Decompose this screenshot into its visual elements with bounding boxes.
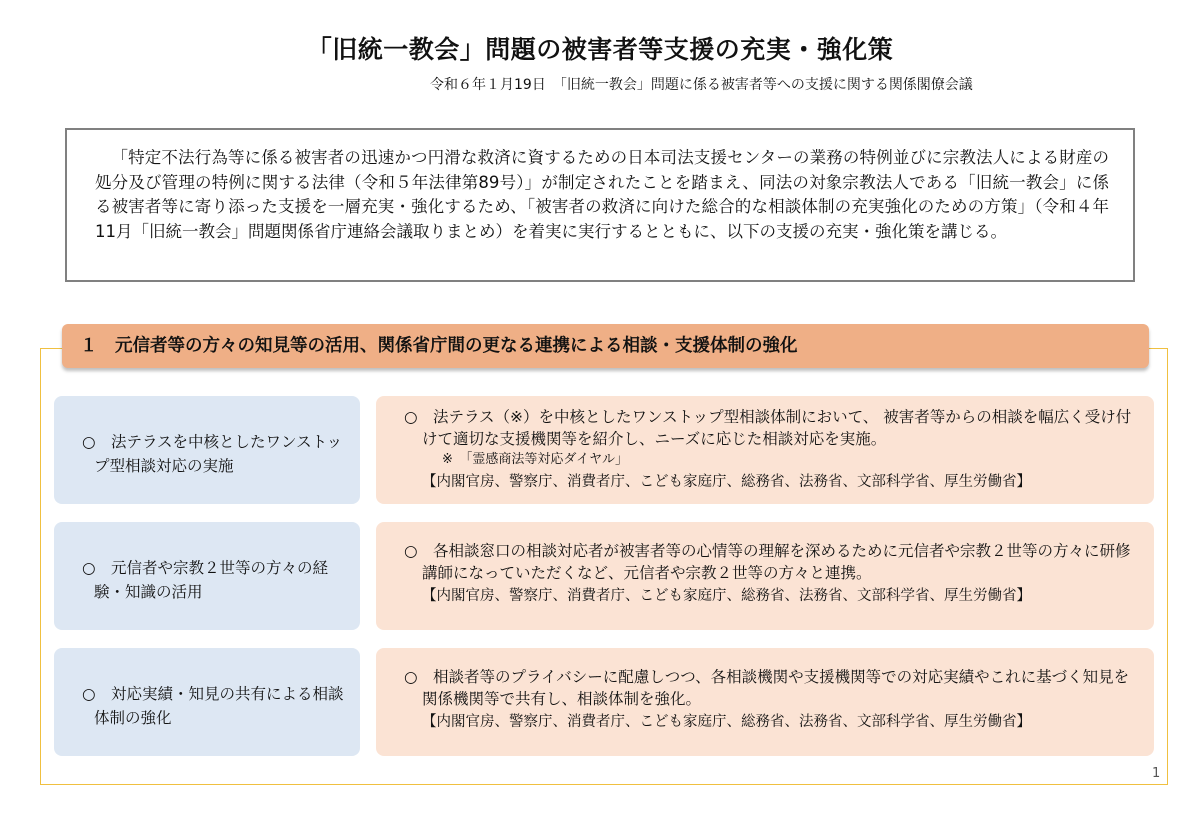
measure-detail: ○ 各相談窓口の相談対応者が被害者等の心情等の理解を深めるために元信者や宗教２世等の方々に研修講師になっていただくなど、元信者や宗教２世等の方々と連携。 — [404, 542, 1131, 582]
agencies-list: 【内閣官房、警察庁、消費者庁、こども家庭庁、総務省、法務省、文部科学省、厚生労働省】 — [422, 714, 1031, 730]
measure-detail: ○ 相談者等のプライバシーに配慮しつつ、各相談機関や支援機関等での対応実績やこれに基づく知見を関係機関等で共有し、相談体制を強化。 — [404, 668, 1130, 708]
section-header: １ 元信者等の方々の知見等の活用、関係省庁間の更なる連携による相談・支援体制の強化 — [62, 324, 1149, 368]
measure-detail-box — [376, 648, 1154, 756]
measure-label: ○ 法テラスを中核としたワンストップ型相談対応の実施 — [82, 433, 343, 475]
measure-label-box — [54, 396, 360, 504]
measure-label: ○ 元信者や宗教２世等の方々の経験・知識の活用 — [82, 559, 329, 601]
measure-label-box — [54, 648, 360, 756]
measure-label: ○ 対応実績・知見の共有による相談体制の強化 — [82, 685, 344, 727]
page-title: 「旧統一教会」問題の被害者等支援の充実・強化策 — [306, 35, 894, 64]
agencies-list: 【内閣官房、警察庁、消費者庁、こども家庭庁、総務省、法務省、文部科学省、厚生労働省】 — [422, 474, 1031, 490]
measure-detail-box — [376, 396, 1154, 504]
meeting-date-subtitle: 令和６年１月19日 「旧統一教会」問題に係る被害者等への支援に関する関係閣僚会議 — [430, 77, 973, 93]
measure-label-box — [54, 522, 360, 630]
measure-detail: ○ 法テラス（※）を中核としたワンストップ型相談体制において、 被害者等からの相談を幅広く受け付けて適切な支援機関等を紹介し、ニーズに応じた相談対応を実施。 — [404, 408, 1132, 448]
intro-paragraph: 「特定不法行為等に係る被害者の迅速かつ円滑な救済に資するための日本司法支援センターの業務の特例並びに宗教法人による財産の処分及び管理の特例に関する法律（令和５年法律第89号）」が制定されたことを踏まえ、同法の対象宗教法人である「旧統一教会」に係る被害者等に寄り添った支援を一層充実・強化するため、「被害者の救済に向けた総合的な相談体制の充実強化のための方策」（令和４年11月「旧統一教会」問題関係省庁連絡会議取りまとめ）を着実に実行するとともに、以下の支援の充実・強化策を講じる。 — [65, 128, 1135, 282]
measure-note: ※ 「霊感商法等対応ダイヤル」 — [442, 452, 629, 467]
measure-detail-box — [376, 522, 1154, 630]
agencies-list: 【内閣官房、警察庁、消費者庁、こども家庭庁、総務省、法務省、文部科学省、厚生労働省】 — [422, 588, 1031, 604]
page-number: 1 — [1152, 766, 1161, 781]
